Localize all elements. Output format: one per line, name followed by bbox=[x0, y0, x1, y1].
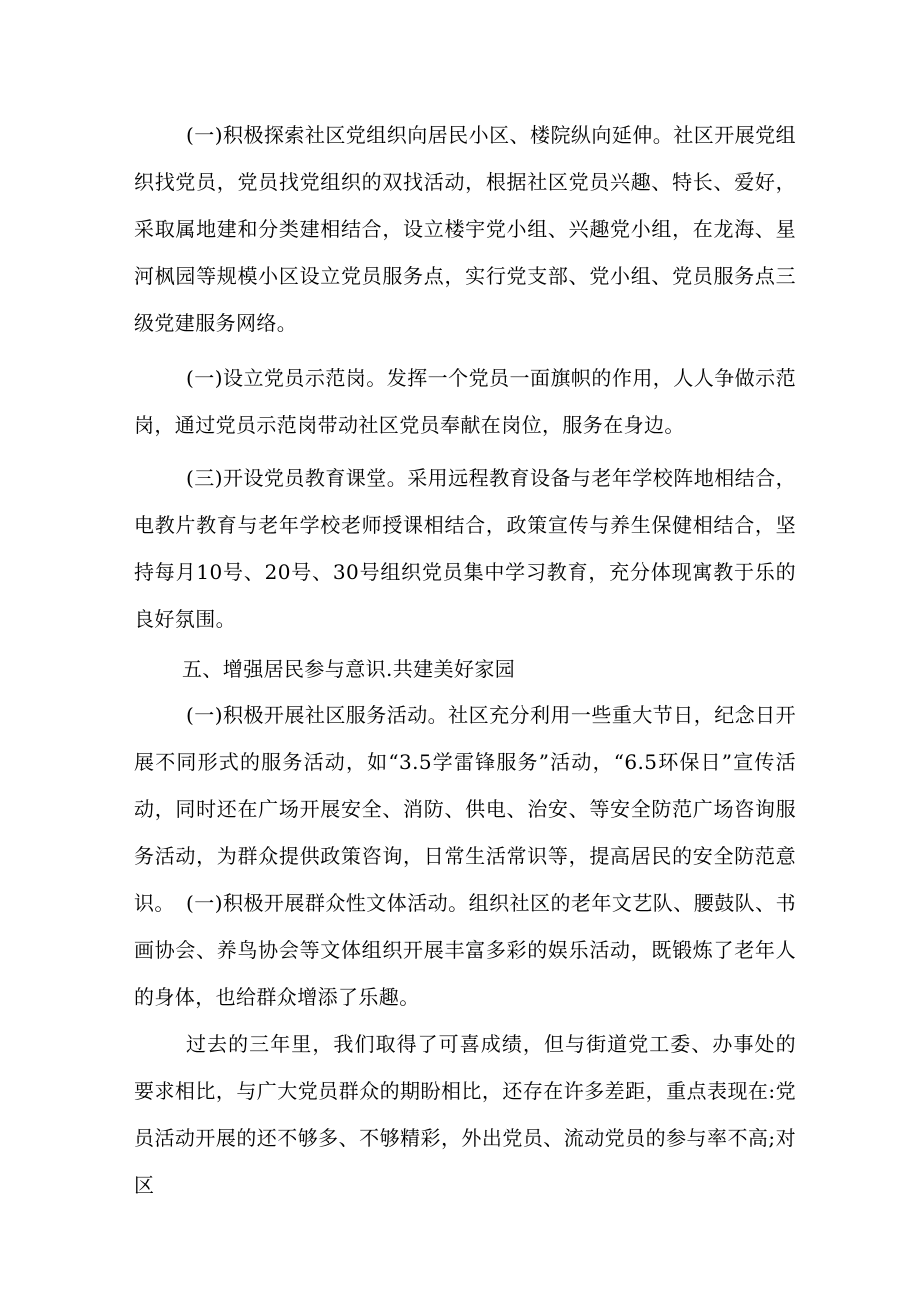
paragraph-cultural-activities: (一)积极开展群众性文体活动。组织社区的老年文艺队、腰鼓队、书画协会、养鸟协会等文体组织开展丰富多彩的娱乐活动，既锻炼了老年人的身体，也给群众增添了乐趣。 bbox=[134, 891, 796, 1009]
paragraph-party-organization-extension: (一)积极探索社区党组织向居民小区、楼院纵向延伸。社区开展党组织找党员，党员找党组织的双找活动，根据社区党员兴趣、特长、爱好，采取属地建和分类建相结合，设立楼宇党小组、兴趣党小组，在龙海、星河枫园等规模小区设立党员服务点，实行党支部、党小组、党员服务点三级党建服务网络。 bbox=[134, 123, 796, 335]
paragraph-shortcomings: 过去的三年里，我们取得了可喜成绩，但与街道党工委、办事处的要求相比，与广大党员群众的期盼相比，还存在许多差距，重点表现在:党员活动开展的还不够多、不够精彩，外出党员、流动党员的参与率不高;对区 bbox=[134, 1032, 796, 1197]
paragraph-community-service: (一)积极开展社区服务活动。社区充分利用一些重大节日，纪念日开展不同形式的服务活动，如“3.5学雷锋服务”活动，“6.5环保日”宣传活动，同时还在广场开展安全、消防、供电、治安、等安全防范广场咨询服务活动，为群众提供政策咨询，日常生活常识等，提高居民的安全防范意识。 bbox=[134, 703, 796, 915]
paragraph-model-post: (一)设立党员示范岗。发挥一个党员一面旗帜的作用，人人争做示范岗，通过党员示范岗带动社区党员奉献在岗位，服务在身边。 bbox=[134, 366, 796, 437]
section-heading: 五、增强居民参与意识.共建美好家园 bbox=[182, 657, 516, 681]
paragraph-education-classroom: (三)开设党员教育课堂。采用远程教育设备与老年学校阵地相结合，电教片教育与老年学校老师授课相结合，政策宣传与养生保健相结合，坚持每月10号、20号、30号组织党员集中学习教育，充分体现寓教于乐的良好氛围。 bbox=[134, 466, 796, 631]
